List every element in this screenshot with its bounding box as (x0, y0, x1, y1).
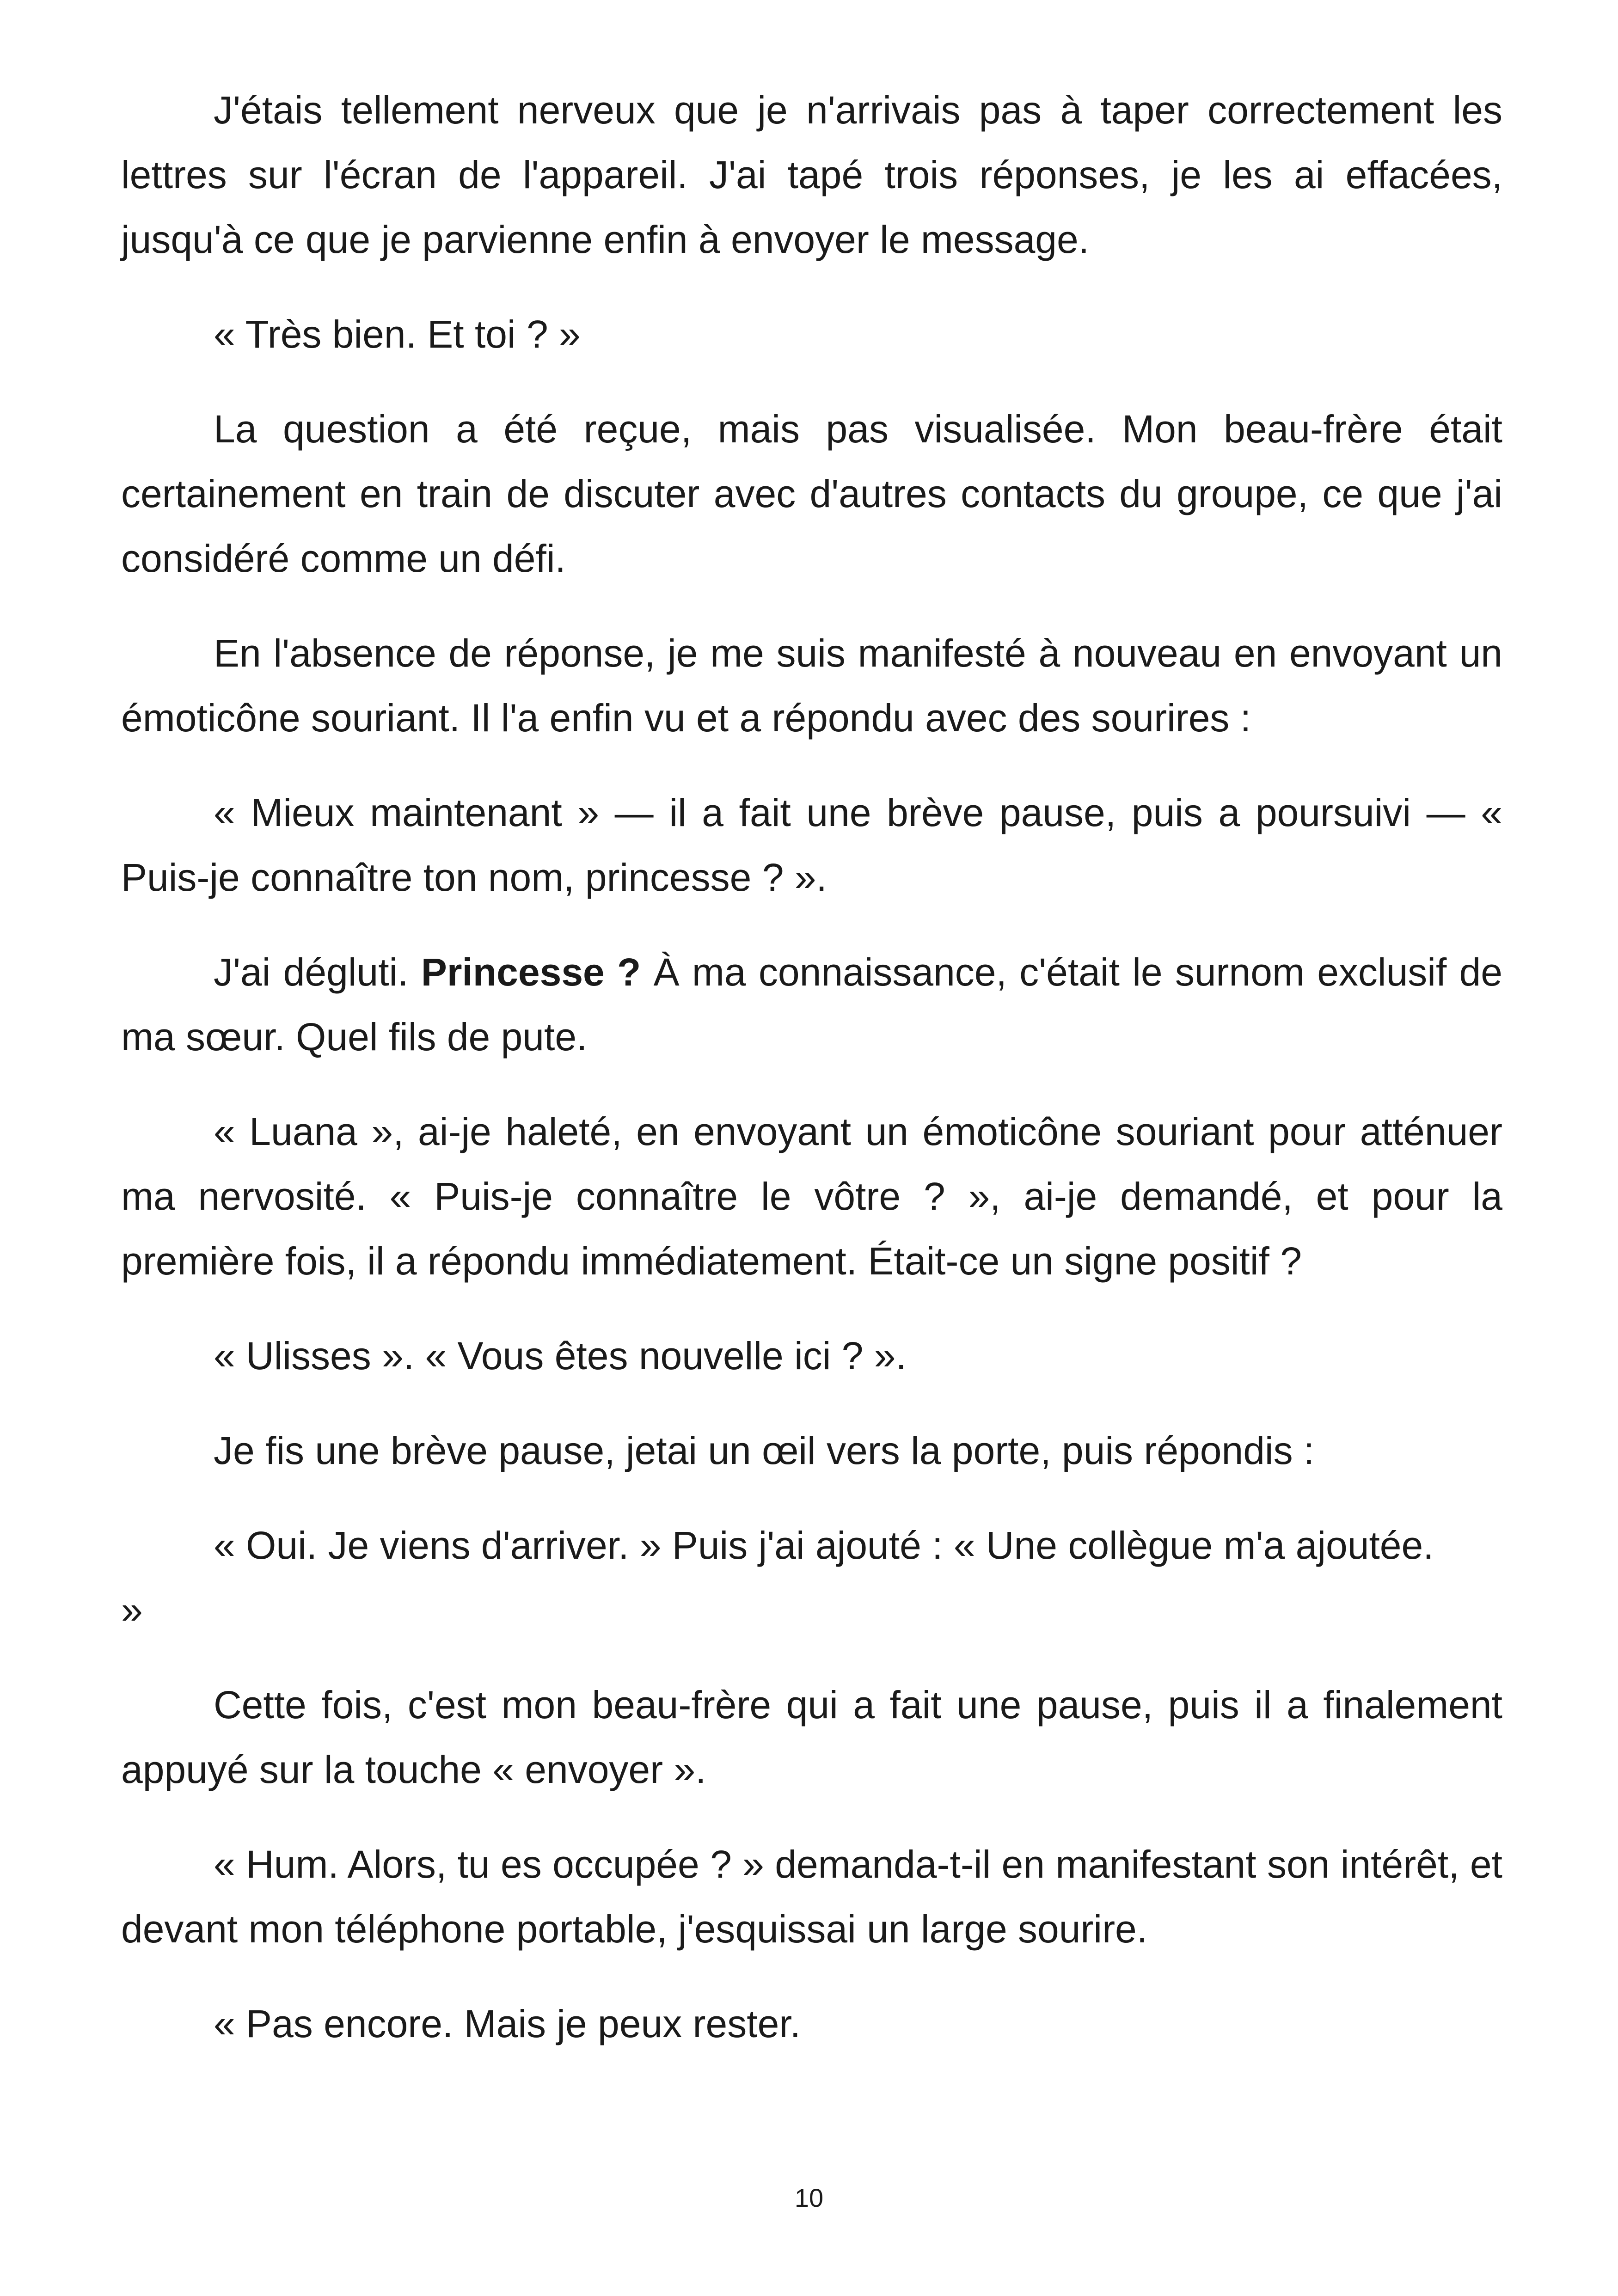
paragraph-1: J'étais tellement nerveux que je n'arrivais pas à taper correctement les lettres sur l'écran de l'appareil. J'ai tapé trois réponses, je les ai effacées, jusqu'à ce que je parvienne enfin à envoyer le message. (121, 88, 1502, 261)
paragraph-4: En l'absence de réponse, je me suis manifesté à nouveau en envoyant un émoticône souriant. Il l'a enfin vu et a répondu avec des sourires : (121, 631, 1502, 740)
paragraph-3: La question a été reçue, mais pas visualisée. Mon beau-frère était certainement en train de discuter avec d'autres contacts du groupe, ce que j'ai considéré comme un défi. (121, 407, 1502, 580)
paragraph-6-lead: J'ai dégluti. (214, 950, 409, 994)
paragraph-13: « Pas encore. Mais je peux rester. (214, 2002, 801, 2045)
page-number: 10 (794, 2183, 824, 2212)
paragraph-12: « Hum. Alors, tu es occupée ? » demanda-t-il en manifestant son intérêt, et devant mon téléphone portable, j'esquissai un large sourire. (121, 1843, 1502, 1951)
paragraph-10-main: « Oui. Je viens d'arriver. » Puis j'ai ajouté : « Une collègue m'a ajoutée. (214, 1524, 1434, 1567)
paragraph-11: Cette fois, c'est mon beau-frère qui a fait une pause, puis il a finalement appuyé sur la touche « envoyer ». (121, 1683, 1502, 1791)
paragraph-9: Je fis une brève pause, jetai un œil vers la porte, puis répondis : (214, 1429, 1315, 1472)
paragraph-6 (121, 940, 1502, 1069)
emphasized-word: Princesse ? (421, 950, 641, 994)
paragraph-8: « Ulisses ». « Vous êtes nouvelle ici ? ». (214, 1334, 907, 1378)
paragraph-5: « Mieux maintenant » — il a fait une brève pause, puis a poursuivi — « Puis-je connaître ton nom, princesse ? ». (121, 791, 1502, 899)
paragraph-10-closing-quote: » (121, 1588, 143, 1632)
body-text (121, 78, 1502, 2056)
paragraph-2: « Très bien. Et toi ? » (214, 312, 581, 356)
paragraph-10 (121, 1513, 1502, 1642)
paragraph-6-rest: À ma connaissance, c'était le surnom exclusif de ma sœur. Quel fils de pute. (121, 950, 1502, 1059)
paragraph-7: « Luana », ai-je haleté, en envoyant un émoticône souriant pour atténuer ma nervosité. « Puis-je connaître le vôtre ? », ai-je demandé, et pour la première fois, il a répondu immédiatement. Était-ce un signe positif ? (121, 1110, 1502, 1283)
